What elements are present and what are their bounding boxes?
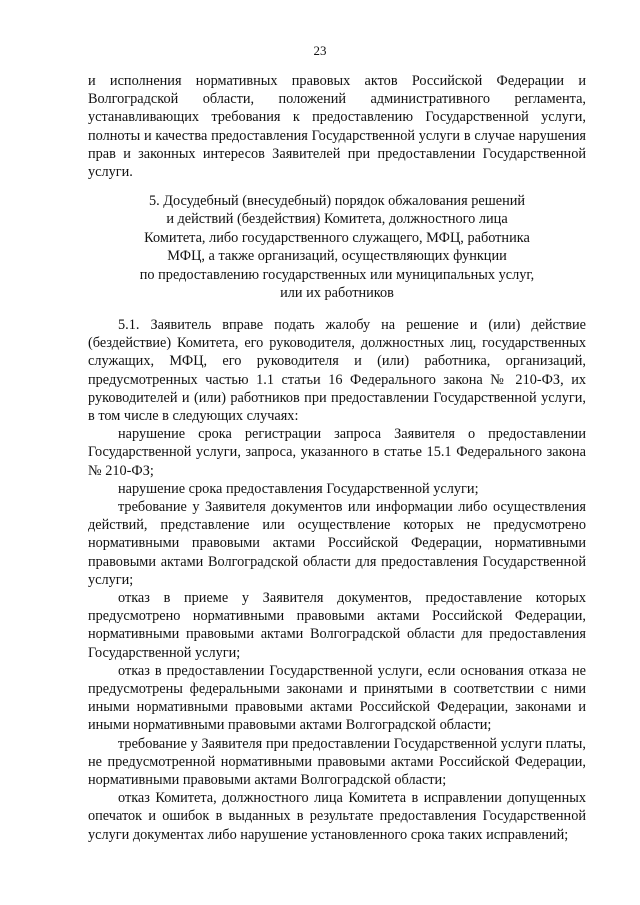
paragraph-5-1: 5.1. Заявитель вправе подать жалобу на решение и (или) действие (бездействие) Комитета, его руководителя, должностных лиц, государственных служащих, МФЦ, его руководителя и (или) работника, организаций, предусмотренных частью 1.1 статьи 16 Федерального закона № 210-ФЗ, их руководителей и (или) работников при предоставлении Государственной услуги, в том числе в следующих случаях: xyxy=(88,317,586,425)
section-title-line: МФЦ, а также организаций, осуществляющих функции xyxy=(167,248,507,265)
intro-block xyxy=(88,72,586,181)
intro-paragraph: и исполнения нормативных правовых актов Российской Федерации и Волгоградской области, положений административного регламента, устанавливающих требования к предоставлению Государственной услуги, полноты и качества предоставления Государственной услуги в случае нарушения прав и законных интересов Заявителей при предоставлении Государственной услуги. xyxy=(88,73,586,181)
list-item: нарушение срока предоставления Государственной услуги; xyxy=(118,480,479,497)
main-text xyxy=(88,316,586,844)
section-title-line: или их работников xyxy=(280,285,394,302)
section-title-line: по предоставлению государственных или муниципальных услуг, xyxy=(139,266,535,283)
list-item: нарушение срока регистрации запроса Заявителя о предоставлении Государственной услуги, запроса, указанного в статье 15.1 Федерального закона № 210-ФЗ; xyxy=(88,426,586,479)
list-item: требование у Заявителя при предоставлении Государственной услуги платы, не предусмотренной нормативными правовыми актами Российской Федерации, нормативными правовыми актами Волгоградской области; xyxy=(88,735,586,789)
section-title-line: и действий (бездействия) Комитета, должностного лица xyxy=(166,211,508,228)
list-item: отказ в приеме у Заявителя документов, предоставление которых предусмотрено нормативными правовыми актами Российской Федерации, нормативными правовыми актами Волгоградской области для предоставления Государственной услуги; xyxy=(88,590,586,661)
list-item: требование у Заявителя документов или информации либо осуществления действий, представление или осуществление которых не предусмотрено нормативными правовыми актами Российской Федерации, нормативными правовыми актами Волгоградской области для предоставления Государственной услуги; xyxy=(88,499,586,588)
list-item: отказ Комитета, должностного лица Комитета в исправлении допущенных опечаток и ошибок в выданных в результате предоставления Государственной услуги документах либо нарушение установленного срока таких исправлений; xyxy=(88,790,586,843)
page-number: 23 xyxy=(313,43,327,58)
section-title-line: Комитета, либо государственного служащего, МФЦ, работника xyxy=(144,229,530,246)
section-title-line: 5. Досудебный (внесудебный) порядок обжалования решений xyxy=(148,193,526,209)
section-title xyxy=(88,192,586,302)
list-item: отказ в предоставлении Государственной услуги, если основания отказа не предусмотрены федеральными законами и принятыми в соответствии с ними иными нормативными правовыми актами Российской Федерации, законами и иными нормативными правовыми актами Волгоградской области; xyxy=(88,662,586,734)
